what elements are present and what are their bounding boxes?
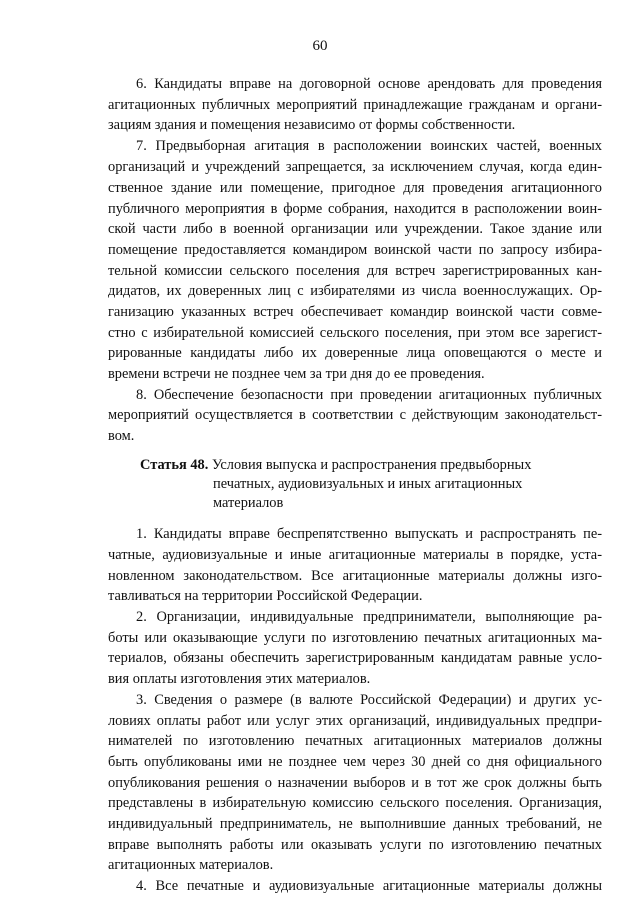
- text-line: агитационных публичных мероприятий принадлежащие гражданам и органи-: [108, 97, 602, 113]
- text-line: ственное здание или помещение, пригодное для проведения агитационного: [108, 180, 602, 196]
- text-line: 2. Организации, индивидуальные предприниматели, выполняющие ра-: [136, 609, 602, 625]
- text-line: агитационных материалов.: [108, 857, 274, 873]
- text-line: териалов, обязаны обеспечить зарегистрированным кандидатам равные усло-: [108, 650, 602, 666]
- text-line: мероприятий осуществляется в соответствии с действующим законодательст-: [108, 407, 602, 423]
- text-line: 8. Обеспечение безопасности при проведении агитационных публичных: [136, 387, 602, 403]
- text-line: стно с избирательной комиссией сельского поселения, при этом все зарегист-: [108, 325, 602, 341]
- article-title: Условия выпуска и распространения предвыборных: [211, 457, 532, 473]
- text-line: индивидуальный предприниматель, не выполнившие данных требований, не: [108, 816, 602, 832]
- text-line: тавливаться на территории Российской Федерации.: [108, 588, 423, 604]
- text-line: тельной комиссии сельского поселения для встреч зарегистрированных кан-: [108, 263, 602, 279]
- text-line: 4. Все печатные и аудиовизуальные агитационные материалы должны: [136, 878, 602, 894]
- text-line: новленном законодательством. Все агитационные материалы должны изго-: [108, 568, 602, 584]
- article-label: Статья 48.: [140, 457, 209, 473]
- text-line: 6. Кандидаты вправе на договорной основе арендовать для проведения: [136, 76, 602, 92]
- article-title-line: печатных, аудиовизуальных и иных агитационных: [213, 476, 523, 492]
- text-line: вия оплаты изготовления этих материалов.: [108, 671, 371, 687]
- text-line: публичного мероприятия в форме собрания, находится в расположении воин-: [108, 201, 602, 217]
- text-line: организаций и учреждений запрещается, за исключением случая, когда един-: [108, 159, 602, 175]
- text-line: ловиях оплаты работ или услуг этих организаций, индивидуальных предпри-: [108, 713, 602, 729]
- text-line: ганизацию указанных встреч обеспечивает командир воинской части совме-: [108, 304, 602, 320]
- text-line: 3. Сведения о размере (в валюте Российской Федерации) и других ус-: [136, 692, 602, 708]
- article-title-line: материалов: [213, 495, 284, 511]
- text-line: боты или оказывающие услуги по изготовлению печатных агитационных ма-: [108, 630, 602, 646]
- text-line: опубликования решения о назначении выборов и в тот же срок должны быть: [108, 775, 602, 791]
- text-line: чатные, аудиовизуальные и иные агитационные материалы в порядке, уста-: [108, 547, 602, 563]
- text-line: нимателей по изготовлению печатных агитационных материалов должны: [108, 733, 602, 749]
- text-line: ской части либо в военной организации или учреждении. Такое здание или: [108, 221, 602, 237]
- text-line: представлены в избирательную комиссию сельского поселения. Организация,: [108, 795, 602, 811]
- text-line: 1. Кандидаты вправе беспрепятственно выпускать и распространять пе-: [136, 526, 602, 542]
- text-line: 7. Предвыборная агитация в расположении воинских частей, военных: [136, 138, 602, 154]
- text-line: помещение предоставляется командиром воинской части по запросу избира-: [108, 242, 602, 258]
- text-line: рированные кандидаты либо их доверенные лица оповещаются о месте и: [108, 345, 602, 361]
- text-line: времени встречи не позднее чем за три дня до ее проведения.: [108, 366, 485, 382]
- text-line: вом.: [108, 428, 135, 444]
- page-number: 60: [312, 38, 328, 54]
- text-line: дидатов, их доверенных лиц с избирателями из числа военнослужащих. Ор-: [108, 283, 602, 299]
- article-heading: [140, 456, 531, 475]
- text-line: быть опубликованы ими не позднее чем через 30 дней со дня официального: [108, 754, 602, 770]
- text-line: вправе выполнять работы или оказывать услуги по изготовлению печатных: [108, 837, 602, 853]
- text-line: зациям здания и помещения независимо от формы собственности.: [108, 117, 516, 133]
